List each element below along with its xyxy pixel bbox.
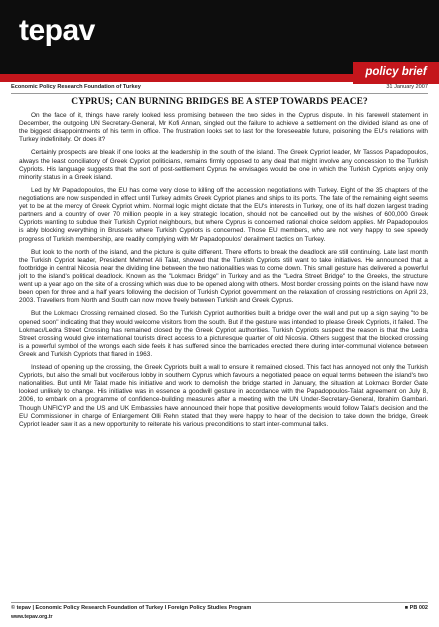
brief-code: ■ PB 002 [404,605,428,611]
paragraph-5: But the Lokmacı Crossing remained closed. So the Turkish Cypriot authorities built a bridge over the wall and put up a sign saying "to be opened soon" indicating that they would welcome visitors from the south. But if the gesture was intended to please Greek Cypriots, it failed. The Lokmacı/Ledra Street Crossing has remained closed by the Greek Cypriot authorities. Turkish Cypriots suspect the reason is that the Ledra Street crossing would give international tourists direct access to a picturesque quarter of old Nicosia. Others suggest that the blocked crossing is a powerful symbol of the wrongs each side feels it has suffered since the barricades erected there during inter-communal violence between Greek and Turkish Cypriots that flared in 1963. [19,310,428,358]
policy-brief-badge: policy brief [353,62,439,84]
header-divider [11,93,428,94]
paragraph-4: But look to the north of the island, and the picture is quite different. There efforts to break the deadlock are still continuing. Late last month the Turkish Cypriot leader, President Mehmet Ali Talat, showed that the Turkish Cypriots still want to take initiatives. He announced that a footbridge in central Nicosia near the dividing line between the two nationalities was to come down. This small gesture has delivered a powerful jolt to the island's political deadlock. Known as the "Lokmacı Bridge" in Turkey and as the "Ledra Street Bridge" to the Greeks, the structure went up a year ago on the site of a crossing which was due to be opened along with others. Most border crossing points on the island have now been open for three and a half years following the decision of Turkish Cypriot government on the relaxation of crossing restrictions on April 23, 2003. Travellers from North and South can now move freely between Turkish and Greek Cyprus. [19,248,428,305]
footer [11,605,428,614]
tepav-logo: tepav [19,14,95,47]
paragraph-6: Instead of opening up the crossing, the Greek Cypriots built a wall to ensure it remained closed. This fact has annoyed not only the Turkish Cypriots, but also the small but vociferous lobby in southern Cyprus which favours a negotiated peace on equal terms between the island's two nationalities. But until Mr Talat made his initiative and work to demolish the bridge started in January, the situation at Lokmacı Border Gate looked unlikely to change. His initiative was in essence a goodwill gesture in accordance with the Papadopoulos-Talat agreement on July 8, 2006, to embark on a programme of confidence-building measures after a meeting with the UN Under-Secretary-General, Ibrahim Gambari. Though UNFICYP and the US and UK Embassies have announced their hope that positive developments would follow Talat's decision and the EU Commissioner in charge of Enlargement Olli Rehn stated that they were happy to hear of the decision to take down the bridge, Greek Cypriot leader saw it as a new opportunity to reiterate his various preconditions to start inter-communal talks. [19,364,428,428]
publication-date: 31 January 2007 [386,84,428,90]
article-title: CYPRUS; CAN BURNING BRIDGES BE A STEP TOWARDS PEACE? [71,97,368,107]
footer-divider [11,602,428,603]
footer-url[interactable]: www.tepav.org.tr [11,614,53,620]
paragraph-2: Certainly prospects are bleak if one looks at the leadership in the south of the island. The Greek Cypriot leader, Mr Tassos Papadopoulos, always the least conciliatory of Greek Cypriot politicians, remains firmly opposed to any deal that might involve any concession to the Turkish Cypriots. His language suggests that the sort of post-settlement Cyprus he envisages would be one in which the Turkish Cypriots enjoy only minority status in a Greek island. [19,149,428,181]
article-body [19,112,428,434]
paragraph-1: On the face of it, things have rarely looked less promising between the two sides in the Cyprus dispute. In his farewell statement in December, the outgoing UN Secretary-General, Mr Kofi Annan, singled out the failure to achieve a settlement on the divided island as one of the biggest disappointments of his term in office. The frustration looks set to last for the foreseeable future, poisoning the EU's relations with Turkey indefinitely. Or does it? [19,112,428,144]
org-name: Economic Policy Research Foundation of Turkey [11,84,141,90]
footer-credit: © tepav | Economic Policy Research Foundation of Turkey I Foreign Policy Studies Program [11,605,252,611]
paragraph-3: Led by Mr Papadopoulos, the EU has come very close to killing off the accession negotiations with Turkey. Eight of the 35 chapters of the negotiations are now suspended in effect until Turkey admits Greek Cypriot planes and ships to its ports. The fate of the remaining eight seems yet to be at the mercy of Greek Cypriot whim. Normal logic might dictate that the EU's interests in Turkey, one of its half dozen largest trading partners and a country of over 70 million people in a key strategic location, should not be cancelled out by the wishes of 600,000 Greek Cypriots wanting to subdue their Turkish Cypriot neighbours, but where Cyprus is concerned rational choice seldom applies. Mr Papadopoulos is ably blocking everything in Brussels where Turkish Cypriots is concerned. Those EU members, who are not very happy to see speedy progress of Turkish membership, are readily complying with Mr Papadopoulos' derailment tactics on Turkey. [19,186,428,243]
